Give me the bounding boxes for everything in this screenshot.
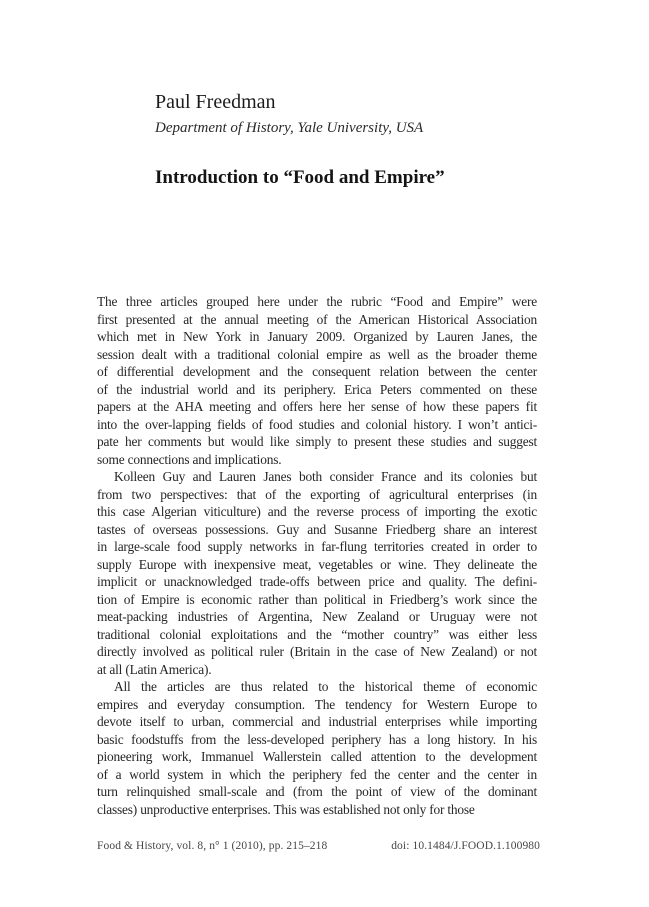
text-line: of the industrial world and its periphery. Erica Peters commented on these xyxy=(97,381,537,397)
doi-text: doi: 10.1484/J.FOOD.1.100980 xyxy=(391,840,540,852)
paragraph xyxy=(97,293,537,468)
text-line: papers at the AHA meeting and offers here her sense of how these papers fit xyxy=(97,399,537,414)
text-line: at all (Latin America). xyxy=(97,661,212,677)
text-line: pate her comments but would like simply to present these studies and suggest xyxy=(97,434,538,449)
article-body xyxy=(97,293,537,818)
text-line: first presented at the annual meeting of the American Historical Association xyxy=(97,311,537,327)
text-line: classes) unproductive enterprises. This was established not only for those xyxy=(97,801,475,817)
author-name: Paul Freedman xyxy=(155,91,276,113)
text-line: The three articles grouped here under the rubric “Food and Empire” were xyxy=(97,294,537,309)
text-line: traditional colonial exploitations and the “mother country” was either less xyxy=(97,626,538,642)
text-line: devote itself to urban, commercial and industrial enterprises while importing xyxy=(97,714,537,729)
text-line: meat-packing industries of Argentina, New Zealand or Uruguay were not xyxy=(97,609,537,624)
text-line: All the articles are thus related to the historical theme of economic xyxy=(114,679,537,694)
text-line: empires and everyday consumption. The tendency for Western Europe to xyxy=(97,696,538,712)
journal-citation: Food & History, vol. 8, n° 1 (2010), pp. 215–218 xyxy=(97,840,328,852)
text-column xyxy=(97,0,537,818)
paragraph xyxy=(97,468,537,678)
author-affiliation: Department of History, Yale University, USA xyxy=(155,120,424,136)
text-line: basic foodstuffs from the less-developed periphery has a long history. In his xyxy=(97,731,538,747)
text-line: supply Europe with inexpensive meat, vegetables or wine. They delineate the xyxy=(97,556,537,572)
text-line: tion of Empire is economic rather than political in Friedberg’s work since the xyxy=(97,591,538,607)
text-line: Kolleen Guy and Lauren Janes both consider France and its colonies but xyxy=(114,469,538,484)
article-header xyxy=(155,0,537,190)
text-line: implicit or unacknowledged trade-offs between price and quality. The defini- xyxy=(97,574,538,589)
text-line: of a world system in which the periphery fed the center and the center in xyxy=(97,766,537,782)
text-line: turn relinquished small-scale and (from the point of view of the dominant xyxy=(97,784,538,799)
text-line: directly involved as political ruler (Britain in the case of New Zealand) or not xyxy=(97,644,538,659)
article-title: Introduction to “Food and Empire” xyxy=(155,167,445,188)
text-line: which met in New York in January 2009. Organized by Lauren Janes, the xyxy=(97,329,537,344)
text-line: in large-scale food supply networks in far-flung territories created in order to xyxy=(97,539,537,554)
text-line: pioneering work, Immanuel Wallerstein called attention to the development xyxy=(97,749,537,764)
text-line: from two perspectives: that of the exporting of agricultural enterprises (in xyxy=(97,486,537,502)
text-line: tastes of overseas possessions. Guy and Susanne Friedberg share an interest xyxy=(97,521,537,537)
page-footer xyxy=(97,839,540,854)
text-line: of differential development and the consequent relation between the center xyxy=(97,364,538,379)
text-line: session dealt with a traditional colonial empire as well as the broader theme xyxy=(97,346,537,362)
text-line: this case Algerian viticulture) and the reverse process of importing the exotic xyxy=(97,504,538,519)
text-line: into the over-lapping fields of food studies and colonial history. I won’t antici- xyxy=(97,416,538,432)
paragraph xyxy=(97,678,537,818)
text-line: some connections and implications. xyxy=(97,451,282,467)
